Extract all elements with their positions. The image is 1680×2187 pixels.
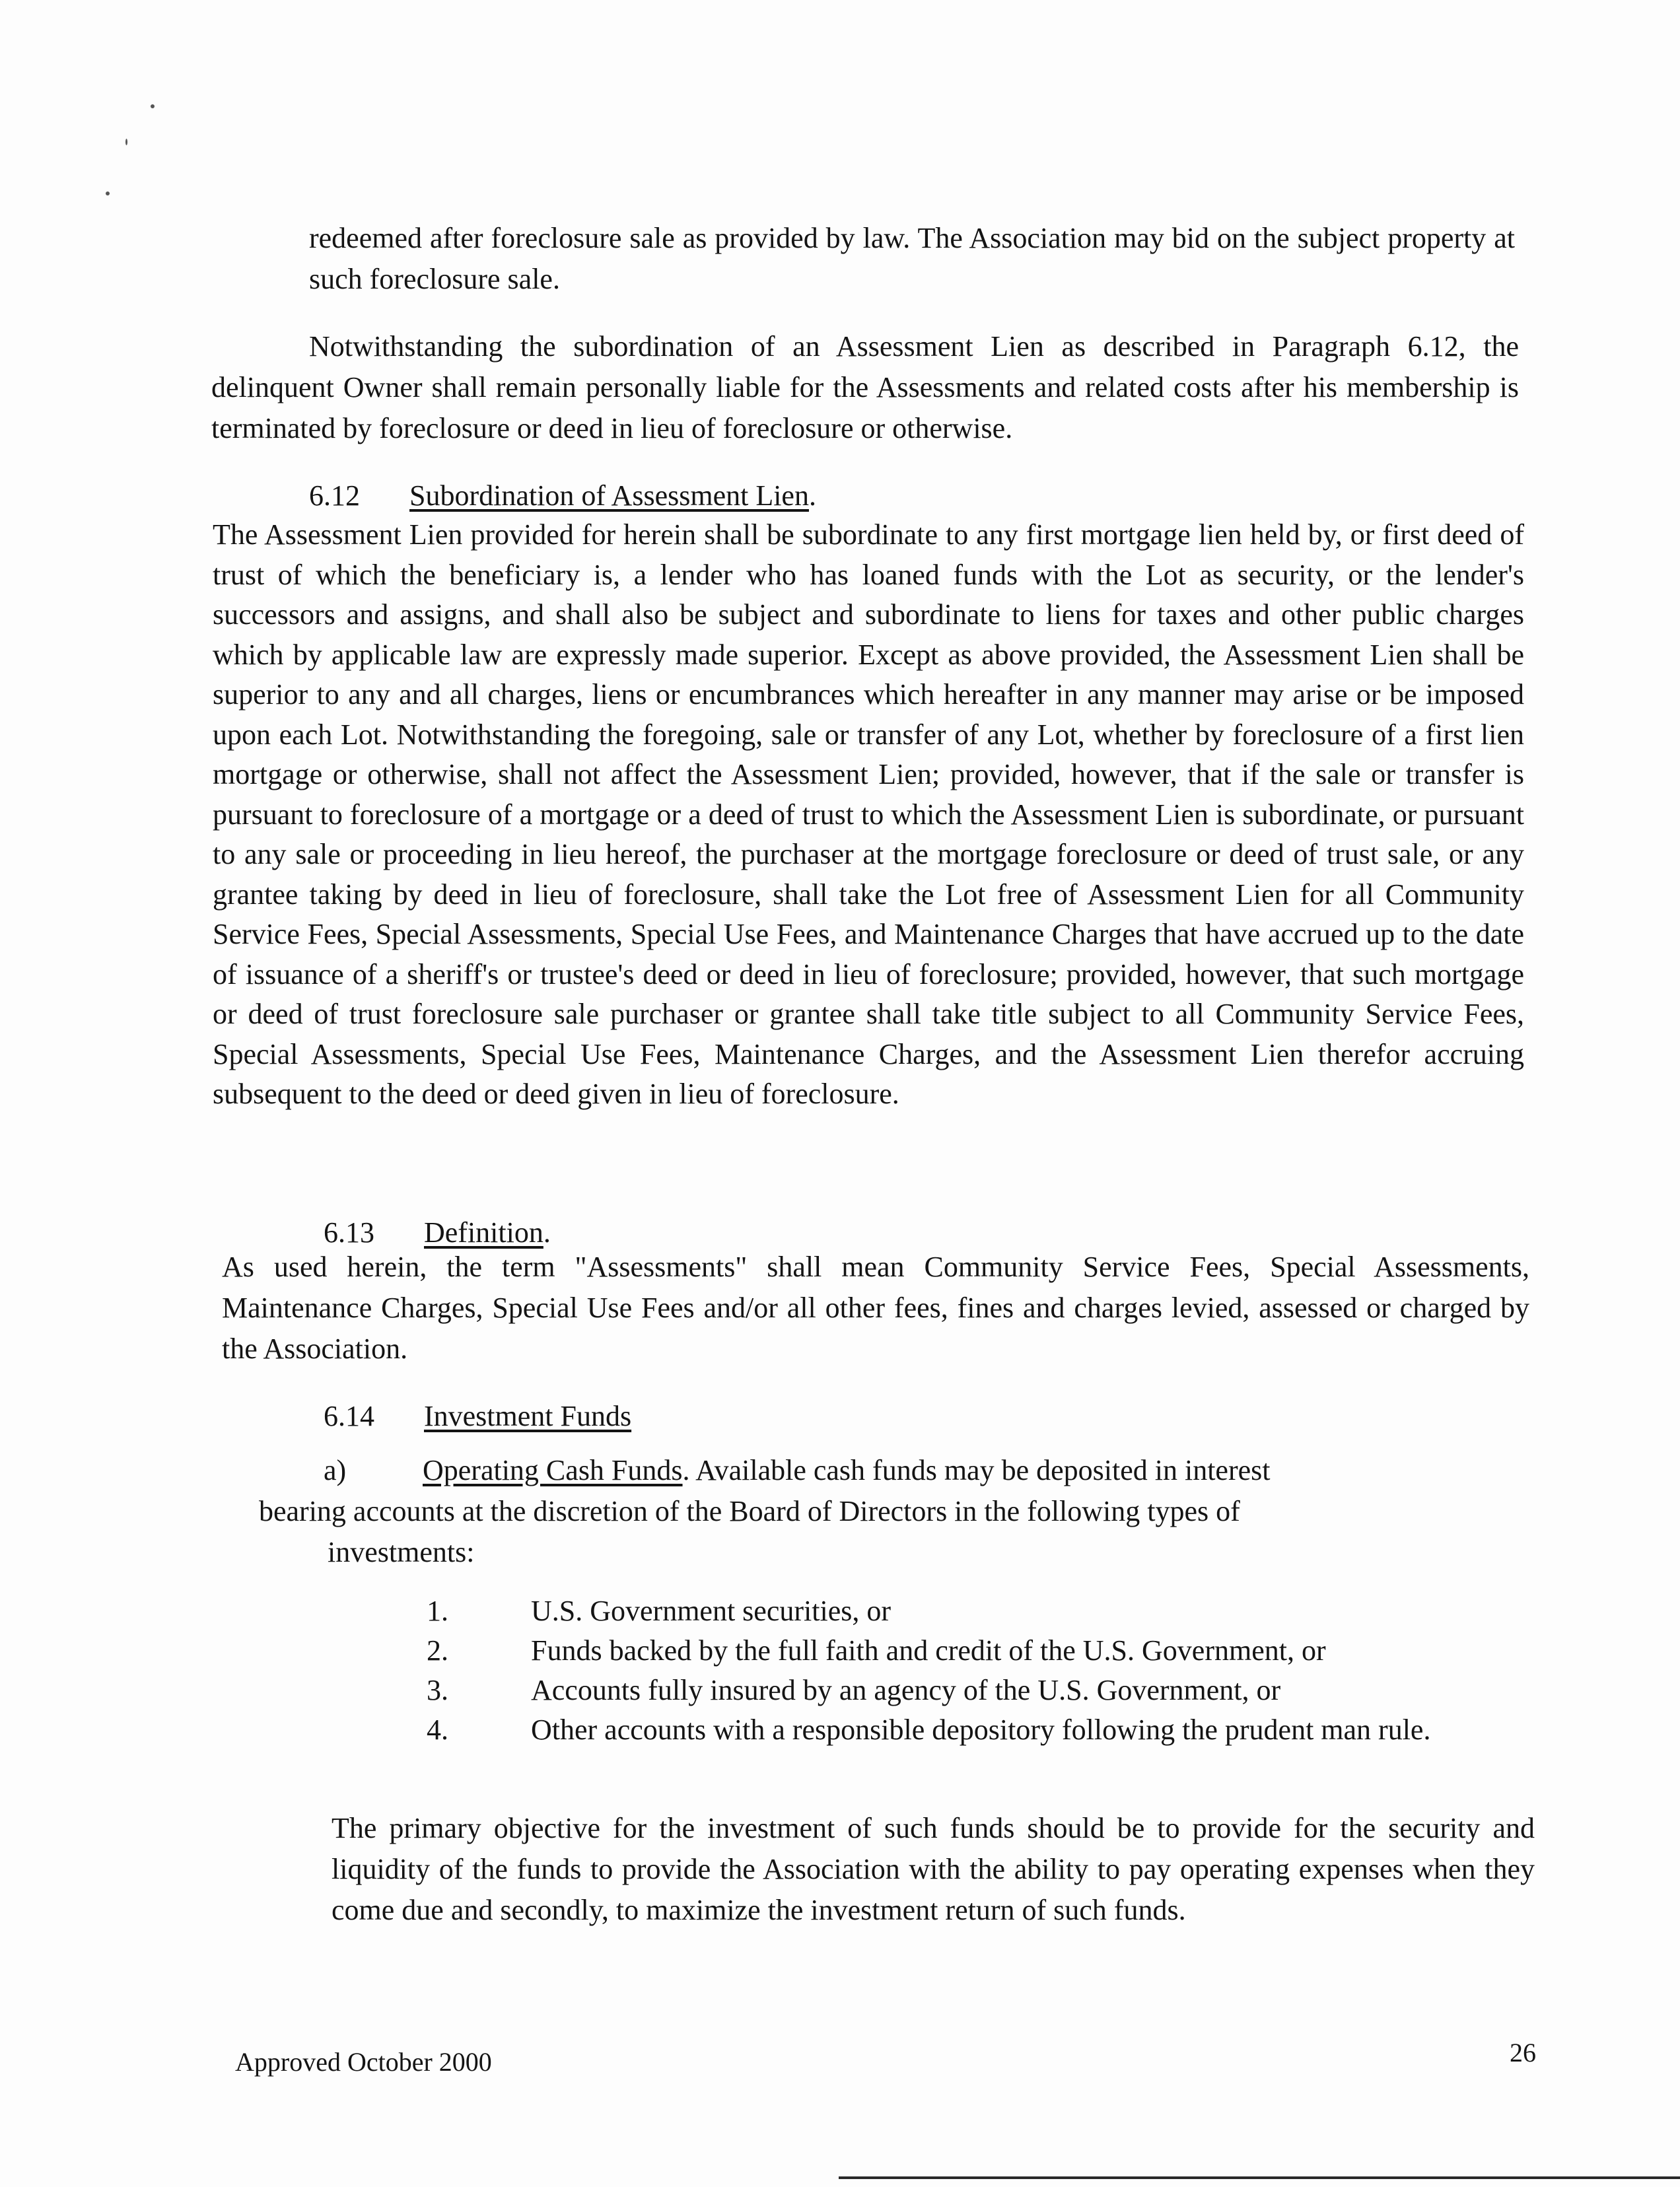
list-item-number: 3. — [427, 1674, 448, 1706]
list-item-text: Accounts fully insured by an agency of the U.S. Government, or — [531, 1674, 1281, 1706]
subsection-a-line-2: bearing accounts at the discretion of the Board of Directors in the following types of — [259, 1495, 1240, 1527]
list-item — [427, 1591, 1536, 1631]
section-title: Investment Funds — [424, 1400, 632, 1432]
section-number: 6.14 — [324, 1400, 374, 1432]
investment-types-list — [427, 1591, 1536, 1750]
subsection-title: Operating Cash Funds — [423, 1454, 683, 1486]
section-6-14-heading — [324, 1396, 631, 1437]
list-item-text: Funds backed by the full faith and credit of the U.S. Government, or — [531, 1634, 1326, 1667]
list-item-text: U.S. Government securities, or — [531, 1595, 891, 1627]
list-item-text: Other accounts with a responsible depository following the prudent man rule. — [531, 1714, 1431, 1746]
page-number: 26 — [1510, 2038, 1536, 2067]
section-6-12-body: The Assessment Lien provided for herein shall be subordinate to any first mortgage lien held by, or first deed of trust of which the beneficiary is, a lender who has loaned funds with the Lot as security, or the lender's successors and assigns, and shall also be subject and subordinate to liens for taxes and other public charges which by applicable law are expressly made superior. Except as above provided, the Assessment Lien shall be superior to any and all charges, liens or encumbrances which hereafter in any manner may arise or be imposed upon each Lot. Notwithstanding the foregoing, sale or transfer of any Lot, whether by foreclosure of a first lien mortgage or otherwise, shall not affect the Assessment Lien; provided, however, that if the sale or transfer is pursuant to foreclosure of a mortgage or a deed of trust to which the Assessment Lien is subordinate, or pursuant to any sale or proceeding in lieu hereof, the purchaser at the mortgage foreclosure or deed of trust sale, or any grantee taking by deed in lieu of foreclosure, shall take the Lot free of Assessment Lien for all Community Service Fees, Special Assessments, Special Use Fees, and Maintenance Charges that have accrued up to the date of issuance of a sheriff's or trustee's deed or deed in lieu of foreclosure; provided, however, that such mortgage or deed of trust foreclosure sale purchaser or grantee shall take title subject to all Community Service Fees, Special Assessments, Special Use Fees, Maintenance Charges, and the Assessment Lien therefor accruing subsequent to the deed or deed given in lieu of foreclosure. — [213, 518, 1524, 1110]
continuation-paragraph: redeemed after foreclosure sale as provided by law. The Association may bid on the subject property at such foreclosure sale. — [309, 222, 1515, 295]
section-6-13-body: As used herein, the term "Assessments" shall mean Community Service Fees, Special Assessments, Maintenance Charges, Special Use Fees and/or all other fees, fines and charges levied, assessed or charged by the Association. — [222, 1251, 1529, 1365]
scan-speck — [151, 104, 155, 108]
scan-edge-line — [839, 2176, 1680, 2179]
approval-footer: Approved October 2000 — [235, 2047, 492, 2077]
scan-speck — [125, 139, 127, 145]
section-number: 6.12 — [309, 479, 360, 512]
subsection-a — [259, 1450, 1448, 1573]
investment-objective-paragraph: The primary objective for the investment of such funds should be to provide for the security and liquidity of the funds to provide the Association with the ability to pay operating expenses when they come due and secondly, to maximize the investment return of such funds. — [332, 1812, 1535, 1926]
subsection-a-line-3: investments: — [328, 1536, 475, 1568]
list-item-number: 1. — [427, 1595, 448, 1627]
scan-speck — [106, 191, 110, 195]
section-6-12-heading — [309, 475, 816, 516]
section-title: Subordination of Assessment Lien — [409, 479, 809, 512]
list-item — [427, 1671, 1536, 1710]
list-item-number: 2. — [427, 1634, 448, 1667]
list-item-number: 4. — [427, 1714, 448, 1746]
list-item — [427, 1631, 1536, 1671]
section-number: 6.13 — [324, 1216, 374, 1249]
list-item — [427, 1710, 1536, 1750]
section-title: Definition — [424, 1216, 543, 1249]
subsection-a-line-1 — [259, 1450, 1448, 1491]
subsection-label: a) — [324, 1454, 347, 1486]
title-suffix: . — [808, 479, 816, 512]
title-suffix: . — [543, 1216, 551, 1249]
subsection-intro: . Available cash funds may be deposited in interest — [682, 1454, 1271, 1486]
notwithstanding-paragraph: Notwithstanding the subordination of an Assessment Lien as described in Paragraph 6.12, the delinquent Owner shall remain personally liable for the Assessments and related costs after his membership is terminated by foreclosure or deed in lieu of foreclosure or otherwise. — [211, 330, 1519, 444]
